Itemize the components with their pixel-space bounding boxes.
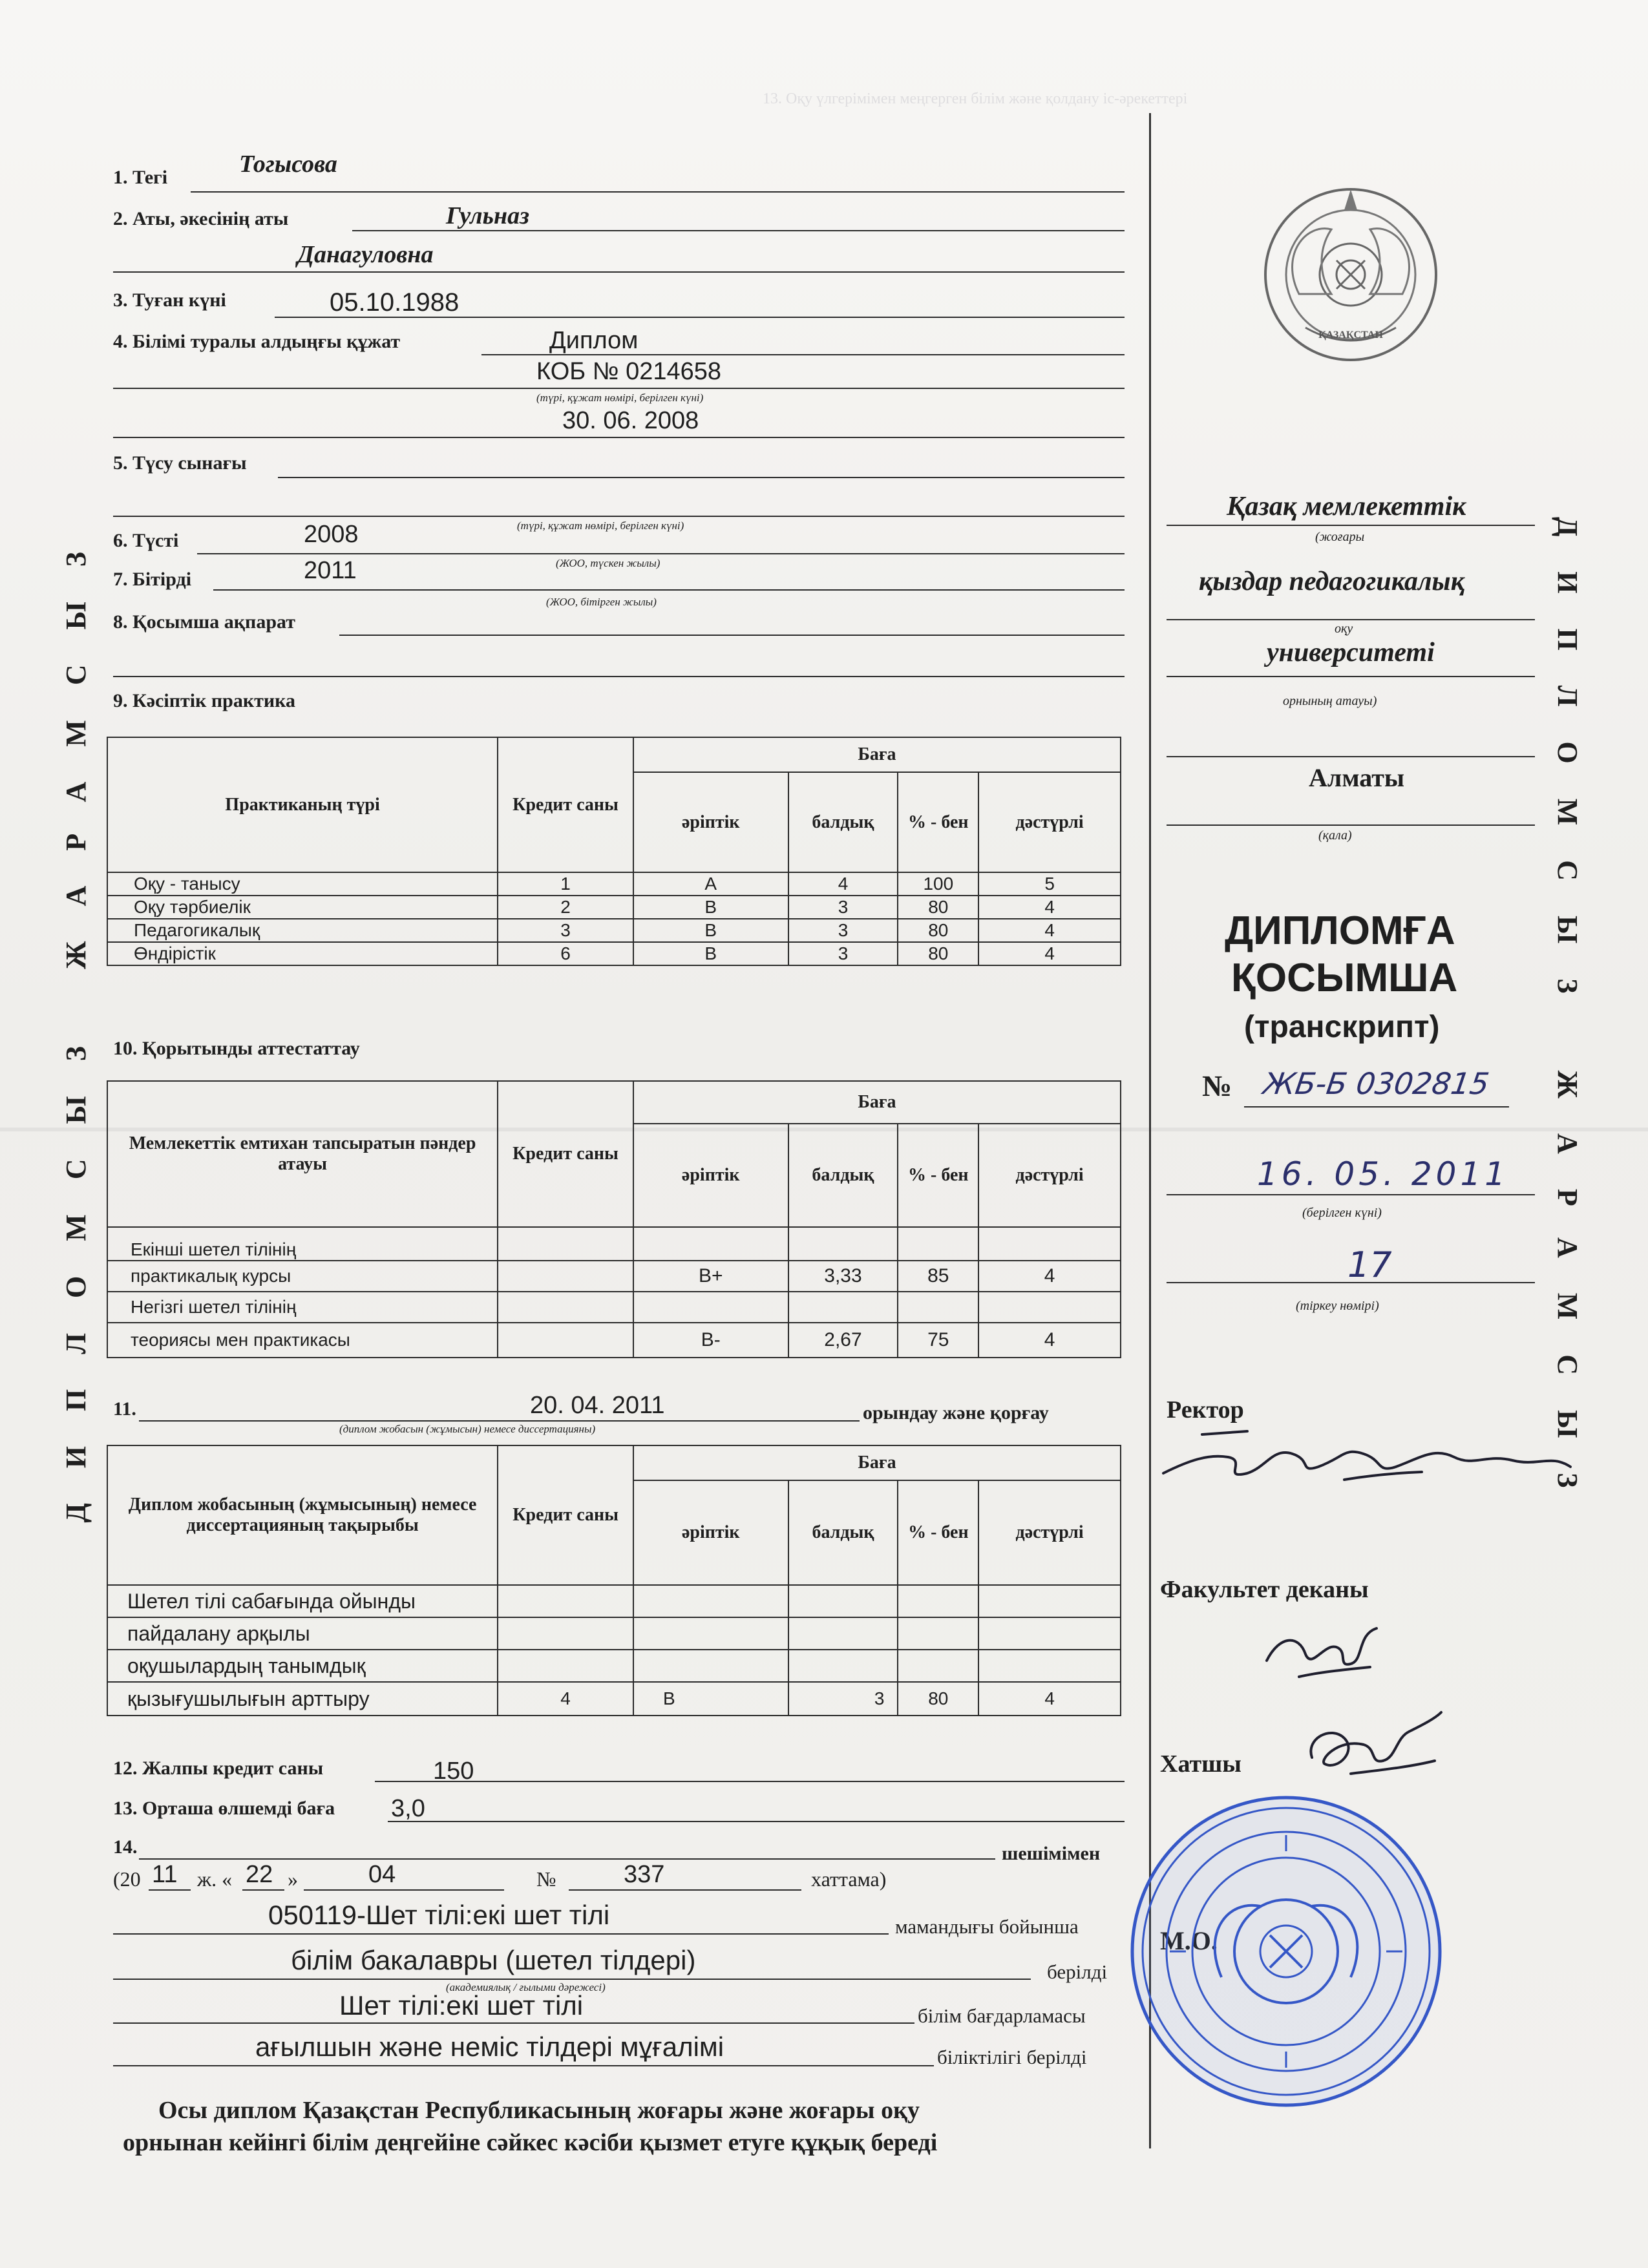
footer-line-2: орнынан кейінгі білім деңгейіне сәйкес кәсіби қызмет етуге құқық береді — [123, 2129, 938, 2156]
exam-percent-header: % - бен — [898, 1124, 978, 1227]
practice-credit: 2 — [498, 896, 633, 919]
dean-signature — [1260, 1615, 1389, 1686]
exam-letter: B+ — [633, 1261, 788, 1292]
decision-suffix: шешімімен — [1002, 1843, 1101, 1864]
issue-date: 16. 05. 2011 — [1257, 1155, 1510, 1193]
practice-table — [107, 737, 1121, 966]
entered-caption: (ЖОО, түскен жылы) — [556, 557, 660, 569]
table-row — [107, 1585, 1121, 1617]
exam-letter-header: әріптік — [633, 1124, 788, 1227]
practice-label: 9. Кәсіптік практика — [113, 690, 295, 711]
practice-credit: 1 — [498, 872, 633, 896]
thesis-name-header: Диплом жобасының (жұмысының) немесе диссертацияның тақырыбы — [107, 1445, 498, 1585]
thesis-letter-header: әріптік — [633, 1480, 788, 1585]
transcript-number: ЖБ-Б 0302815 — [1261, 1066, 1492, 1101]
practice-points: 3 — [788, 896, 898, 919]
exam-credit-header: Кредит саны — [498, 1081, 633, 1227]
total-credit-value: 150 — [433, 1758, 474, 1785]
practice-name: Өндірістік — [107, 942, 498, 965]
thesis-points-header: балдық — [788, 1480, 898, 1585]
attestation-label: 10. Қорытынды аттестаттау — [113, 1038, 360, 1059]
name-label: 2. Аты, әкесінің аты — [113, 208, 289, 229]
practice-letter: A — [633, 872, 788, 896]
exam-points: 3,33 — [788, 1261, 898, 1292]
issue-date-caption: (берілген күні) — [1302, 1206, 1382, 1220]
secretary-label: Хатшы — [1160, 1750, 1241, 1778]
exam-trad: 4 — [978, 1261, 1121, 1292]
exam-letter: B- — [633, 1323, 788, 1358]
practice-letter: B — [633, 919, 788, 942]
table-row — [107, 872, 1121, 896]
protocol-no-sign: № — [536, 1867, 556, 1891]
rector-label: Ректор — [1167, 1396, 1244, 1423]
practice-trad-header: дәстүрлі — [978, 772, 1121, 872]
thesis-grade-header: Баға — [633, 1445, 1121, 1480]
practice-points: 3 — [788, 919, 898, 942]
name-value: Гульназ — [446, 202, 529, 229]
prev-doc-label: 4. Білімі туралы алдыңғы құжат — [113, 331, 401, 352]
registration-number: 17 — [1347, 1244, 1392, 1285]
protocol-close: » — [288, 1867, 298, 1891]
exam-trad-header: дәстүрлі — [978, 1124, 1121, 1227]
thesis-table — [107, 1445, 1121, 1716]
protocol-number: 337 — [624, 1861, 665, 1888]
university-caption-3: орнының атауы) — [1283, 694, 1377, 708]
thesis-percent: 80 — [898, 1682, 978, 1716]
exam-table — [107, 1080, 1121, 1358]
secretary-signature — [1299, 1699, 1454, 1790]
degree-caption: (академиялық / ғылыми дәрежесі) — [446, 1981, 606, 1993]
table-row — [107, 942, 1121, 965]
thesis-letter: B — [633, 1682, 788, 1716]
protocol-month: 04 — [368, 1861, 396, 1888]
bleed-through-text: 13. Оқу үлгерімімен меңгерген білім және қолдану іс-әрекеттері — [763, 90, 1188, 107]
qualification-value: ағылшын және неміс тілдері мұғалімі — [255, 2032, 724, 2062]
table-row — [107, 1650, 1121, 1682]
prev-doc-caption: (түрі, құжат нөмірі, берілген күні) — [536, 392, 704, 404]
specialty-value: 050119-Шет тілі:екі шет тілі — [268, 1900, 610, 1930]
decision-label: 14. — [113, 1836, 138, 1858]
protocol-zh: ж. « — [197, 1867, 233, 1891]
university-caption-2: оқу — [1335, 622, 1353, 636]
practice-credit: 6 — [498, 942, 633, 965]
qualification-suffix: біліктілігі берілді — [937, 2046, 1087, 2068]
entrance-label: 5. Түсу сынағы — [113, 452, 247, 474]
thesis-suffix: орындау және қорғау — [863, 1402, 1049, 1423]
birthdate-label: 3. Туған күні — [113, 289, 226, 311]
table-row — [107, 1261, 1121, 1292]
program-value: Шет тілі:екі шет тілі — [339, 1990, 584, 2021]
additional-info-label: 8. Қосымша ақпарат — [113, 611, 295, 633]
entered-label: 6. Түсті — [113, 530, 179, 551]
city-caption: (қала) — [1318, 828, 1352, 843]
practice-name: Педагогикалық — [107, 919, 498, 942]
exam-name-line: Негізгі шетел тілінің — [107, 1292, 498, 1323]
exam-name-line: теориясы мен практикасы — [107, 1323, 498, 1358]
thesis-percent-header: % - бен — [898, 1480, 978, 1585]
protocol-day: 22 — [246, 1861, 273, 1888]
university-seal — [1125, 1790, 1448, 2113]
protocol-line — [113, 1867, 141, 1891]
prev-doc-date: 30. 06. 2008 — [562, 407, 699, 434]
transcript-no-sign: № — [1202, 1069, 1232, 1102]
title-line-1: ДИПЛОМҒА — [1225, 908, 1455, 953]
protocol-hattama: хаттама) — [811, 1867, 887, 1891]
exam-trad: 4 — [978, 1323, 1121, 1358]
side-text-right: ДИПЛОМСЫЗ ЖАРАМСЫЗ — [1552, 517, 1583, 1523]
practice-letter: B — [633, 896, 788, 919]
patronymic-value: Данагуловна — [297, 241, 434, 268]
university-caption-1: (жоғары — [1315, 530, 1365, 544]
thesis-caption: (диплом жобасын (жұмысын) немесе диссертацияны) — [339, 1423, 596, 1435]
registration-caption: (тіркеу нөмірі) — [1296, 1299, 1379, 1313]
surname-label: 1. Тегі — [113, 167, 168, 188]
entered-value: 2008 — [304, 521, 359, 548]
gpa-value: 3,0 — [391, 1795, 425, 1822]
practice-percent-header: % - бен — [898, 772, 978, 872]
exam-name-header: Мемлекеттік емтихан тапсыратын пәндер атауы — [107, 1081, 498, 1227]
practice-name: Оқу тәрбиелік — [107, 896, 498, 919]
practice-name: Оқу - танысу — [107, 872, 498, 896]
thesis-trad-header: дәстүрлі — [978, 1480, 1121, 1585]
practice-trad: 4 — [978, 896, 1121, 919]
side-text-left: ДИПЛОМСЫЗ ЖАРАМСЫЗ — [60, 517, 92, 1523]
emblem-label: ҚАЗАҚСТАН — [1318, 330, 1383, 341]
thesis-date: 20. 04. 2011 — [530, 1392, 665, 1419]
graduated-caption: (ЖОО, бітірген жылы) — [546, 596, 657, 608]
exam-percent: 85 — [898, 1261, 978, 1292]
practice-points-header: балдық — [788, 772, 898, 872]
practice-trad: 4 — [978, 942, 1121, 965]
surname-value: Тогысова — [239, 151, 337, 178]
degree-value: білім бакалавры (шетел тілдері) — [291, 1945, 696, 1975]
exam-points-header: балдық — [788, 1124, 898, 1227]
degree-suffix: берілді — [1047, 1960, 1108, 1983]
practice-percent: 80 — [898, 919, 978, 942]
university-line-1: Қазақ мемлекеттік — [1227, 492, 1466, 521]
practice-letter: B — [633, 942, 788, 965]
table-row — [107, 1292, 1121, 1323]
dean-label: Факультет деканы — [1160, 1576, 1369, 1603]
exam-name-line: Екінші шетел тілінің — [107, 1227, 498, 1261]
exam-name-line: практикалық курсы — [107, 1261, 498, 1292]
total-credit-label: 12. Жалпы кредит саны — [113, 1758, 324, 1779]
rector-signature — [1150, 1396, 1577, 1512]
practice-trad: 5 — [978, 872, 1121, 896]
title-line-3: (транскрипт) — [1244, 1010, 1440, 1044]
thesis-label: 11. — [113, 1398, 136, 1420]
protocol-open: (20 — [113, 1867, 141, 1891]
thesis-title-line: пайдалану арқылы — [107, 1617, 498, 1650]
practice-percent: 80 — [898, 896, 978, 919]
practice-letter-header: әріптік — [633, 772, 788, 872]
thesis-credit-header: Кредит саны — [498, 1445, 633, 1585]
practice-credit-header: Кредит саны — [498, 737, 633, 872]
footer-line-1: Осы диплом Қазақстан Республикасының жоғары және жоғары оқу — [158, 2097, 920, 2124]
table-row — [107, 896, 1121, 919]
graduated-value: 2011 — [304, 557, 357, 584]
birthdate-value: 05.10.1988 — [330, 288, 460, 317]
table-row — [107, 1617, 1121, 1650]
university-line-2: қыздар педагогикалық — [1199, 567, 1464, 596]
program-suffix: білім бағдарламасы — [918, 2004, 1086, 2027]
table-row — [107, 1227, 1121, 1261]
practice-percent: 80 — [898, 942, 978, 965]
prev-doc-type: Диплом — [549, 327, 639, 354]
practice-type-header: Практиканың түрі — [107, 737, 498, 872]
thesis-points: 3 — [788, 1682, 898, 1716]
thesis-title-line: Шетел тілі сабағында ойынды — [107, 1585, 498, 1617]
practice-trad: 4 — [978, 919, 1121, 942]
graduated-label: 7. Бітірді — [113, 569, 192, 590]
specialty-suffix: мамандығы бойынша — [895, 1915, 1079, 1938]
thesis-trad: 4 — [978, 1682, 1121, 1716]
thesis-title-line: қызығушылығын арттыру — [107, 1682, 498, 1716]
entrance-caption: (түрі, құжат нөмірі, берілген күні) — [517, 520, 684, 532]
practice-percent: 100 — [898, 872, 978, 896]
gpa-label: 13. Орташа өлшемді баға — [113, 1798, 335, 1819]
title-line-2: ҚОСЫМША — [1231, 956, 1458, 1000]
university-line-3: университеті — [1267, 638, 1435, 667]
practice-grade-header: Баға — [633, 737, 1121, 772]
thesis-title-line: оқушылардың танымдық — [107, 1650, 498, 1682]
practice-credit: 3 — [498, 919, 633, 942]
table-row — [107, 1323, 1121, 1358]
state-emblem — [1260, 184, 1441, 365]
thesis-credit: 4 — [498, 1682, 633, 1716]
exam-points: 2,67 — [788, 1323, 898, 1358]
prev-doc-number: КОБ № 0214658 — [536, 358, 722, 385]
table-row — [107, 919, 1121, 942]
exam-percent: 75 — [898, 1323, 978, 1358]
city-value: Алматы — [1309, 763, 1405, 792]
protocol-year: 11 — [152, 1861, 178, 1888]
exam-grade-header: Баға — [633, 1081, 1121, 1124]
practice-points: 4 — [788, 872, 898, 896]
table-row — [107, 1682, 1121, 1716]
practice-points: 3 — [788, 942, 898, 965]
